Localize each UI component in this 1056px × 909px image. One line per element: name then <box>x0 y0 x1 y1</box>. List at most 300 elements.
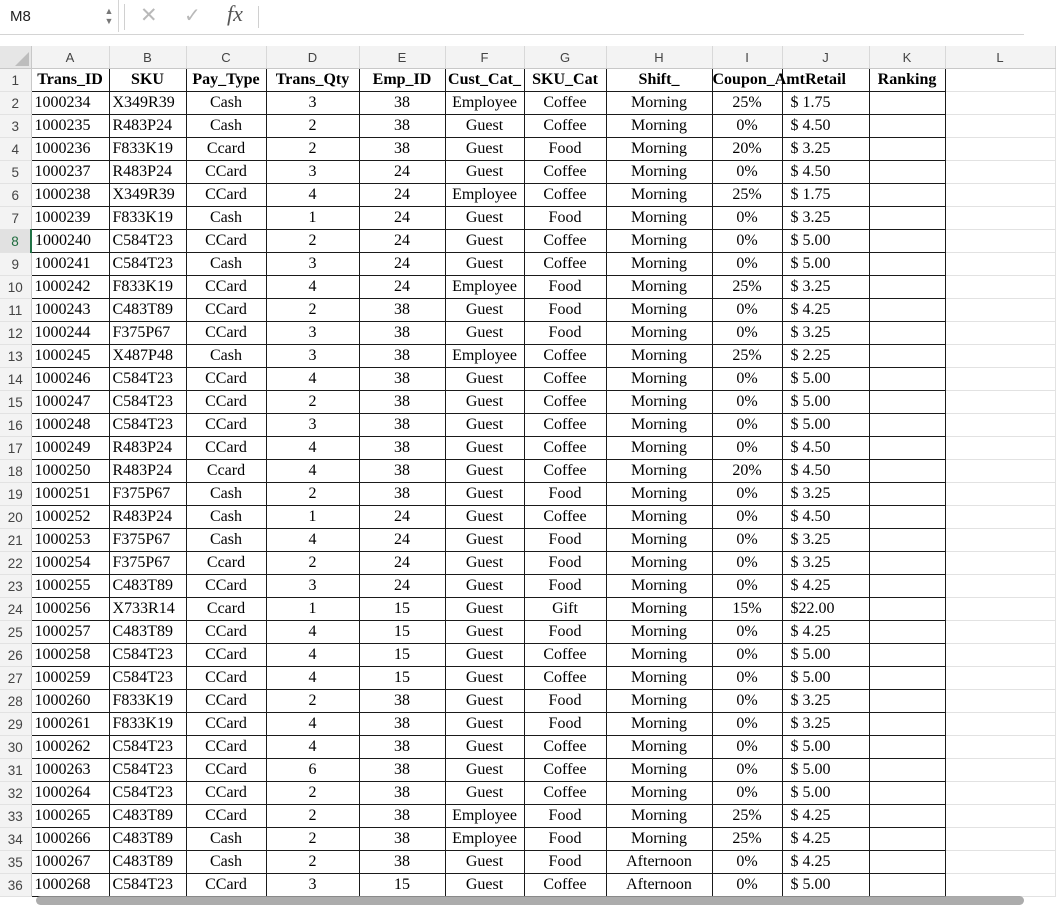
cell-k20[interactable] <box>869 506 945 529</box>
cell-d29[interactable]: 4 <box>266 713 359 736</box>
row-header[interactable]: 27 <box>0 667 31 690</box>
cell-k28[interactable] <box>869 690 945 713</box>
cell-k31[interactable] <box>869 759 945 782</box>
cell-f29[interactable]: Guest <box>445 713 524 736</box>
cell-a19[interactable]: 1000251 <box>31 483 109 506</box>
row-header[interactable]: 4 <box>0 138 31 161</box>
row-header[interactable]: 11 <box>0 299 31 322</box>
cell-j25[interactable]: $ 4.25 <box>782 621 869 644</box>
cell-f11[interactable]: Guest <box>445 299 524 322</box>
cell-d14[interactable]: 4 <box>266 368 359 391</box>
cell-k7[interactable] <box>869 207 945 230</box>
cell-l28[interactable] <box>945 690 1055 713</box>
row-header[interactable]: 26 <box>0 644 31 667</box>
cell-d16[interactable]: 3 <box>266 414 359 437</box>
cell-g26[interactable]: Coffee <box>524 644 606 667</box>
column-header-k[interactable]: K <box>869 46 945 69</box>
cell-i29[interactable]: 0% <box>712 713 782 736</box>
insert-function-icon[interactable]: fx <box>227 1 243 26</box>
cell-l6[interactable] <box>945 184 1055 207</box>
cell-j31[interactable]: $ 5.00 <box>782 759 869 782</box>
cell-k35[interactable] <box>869 851 945 874</box>
cell-d23[interactable]: 3 <box>266 575 359 598</box>
cell-d22[interactable]: 2 <box>266 552 359 575</box>
cell-d24[interactable]: 1 <box>266 598 359 621</box>
cell-h8[interactable]: Morning <box>606 230 712 253</box>
cell-k5[interactable] <box>869 161 945 184</box>
cell-j24[interactable]: $22.00 <box>782 598 869 621</box>
cell-f13[interactable]: Employee <box>445 345 524 368</box>
cell-j26[interactable]: $ 5.00 <box>782 644 869 667</box>
cell-c35[interactable]: Cash <box>186 851 266 874</box>
cell-e13[interactable]: 38 <box>359 345 445 368</box>
cell-d4[interactable]: 2 <box>266 138 359 161</box>
select-all-corner[interactable] <box>0 46 31 69</box>
cell-h26[interactable]: Morning <box>606 644 712 667</box>
cell-l33[interactable] <box>945 805 1055 828</box>
cell-f12[interactable]: Guest <box>445 322 524 345</box>
row-header[interactable]: 13 <box>0 345 31 368</box>
cell-j7[interactable]: $ 3.25 <box>782 207 869 230</box>
cell-g16[interactable]: Coffee <box>524 414 606 437</box>
cell-b14[interactable]: C584T23 <box>109 368 186 391</box>
cell-f16[interactable]: Guest <box>445 414 524 437</box>
cell-a33[interactable]: 1000265 <box>31 805 109 828</box>
cell-i13[interactable]: 25% <box>712 345 782 368</box>
cell-b4[interactable]: F833K19 <box>109 138 186 161</box>
cell-l14[interactable] <box>945 368 1055 391</box>
cell-i21[interactable]: 0% <box>712 529 782 552</box>
cell-i20[interactable]: 0% <box>712 506 782 529</box>
cell-k22[interactable] <box>869 552 945 575</box>
column-title-retail[interactable]: Retail <box>782 69 869 92</box>
cell-d8[interactable]: 2 <box>266 230 359 253</box>
cell-a13[interactable]: 1000245 <box>31 345 109 368</box>
cell-l7[interactable] <box>945 207 1055 230</box>
cell-f15[interactable]: Guest <box>445 391 524 414</box>
cell-k10[interactable] <box>869 276 945 299</box>
cell-b32[interactable]: C584T23 <box>109 782 186 805</box>
cell-g8[interactable]: Coffee <box>524 230 606 253</box>
cell-j14[interactable]: $ 5.00 <box>782 368 869 391</box>
cell-g25[interactable]: Food <box>524 621 606 644</box>
cell-d18[interactable]: 4 <box>266 460 359 483</box>
cell-d25[interactable]: 4 <box>266 621 359 644</box>
cell-h34[interactable]: Morning <box>606 828 712 851</box>
cell-b16[interactable]: C584T23 <box>109 414 186 437</box>
cell-c5[interactable]: CCard <box>186 161 266 184</box>
cell-f36[interactable]: Guest <box>445 874 524 897</box>
cell-e11[interactable]: 38 <box>359 299 445 322</box>
cell-i14[interactable]: 0% <box>712 368 782 391</box>
cell-j20[interactable]: $ 4.50 <box>782 506 869 529</box>
cell-g27[interactable]: Coffee <box>524 667 606 690</box>
cell-c29[interactable]: CCard <box>186 713 266 736</box>
cell-h4[interactable]: Morning <box>606 138 712 161</box>
cell-f35[interactable]: Guest <box>445 851 524 874</box>
cell-i33[interactable]: 25% <box>712 805 782 828</box>
cell-e30[interactable]: 38 <box>359 736 445 759</box>
cell-c31[interactable]: CCard <box>186 759 266 782</box>
cell-a12[interactable]: 1000244 <box>31 322 109 345</box>
cell-h14[interactable]: Morning <box>606 368 712 391</box>
cell-c30[interactable]: CCard <box>186 736 266 759</box>
cell-j27[interactable]: $ 5.00 <box>782 667 869 690</box>
cell-d12[interactable]: 3 <box>266 322 359 345</box>
cell-a17[interactable]: 1000249 <box>31 437 109 460</box>
cell-e4[interactable]: 38 <box>359 138 445 161</box>
row-header[interactable]: 1 <box>0 69 31 92</box>
cell-b22[interactable]: F375P67 <box>109 552 186 575</box>
row-header[interactable]: 8 <box>0 230 31 253</box>
row-header[interactable]: 24 <box>0 598 31 621</box>
cell-j16[interactable]: $ 5.00 <box>782 414 869 437</box>
cell-h15[interactable]: Morning <box>606 391 712 414</box>
cell-c8[interactable]: CCard <box>186 230 266 253</box>
cell-d32[interactable]: 2 <box>266 782 359 805</box>
cell-g17[interactable]: Coffee <box>524 437 606 460</box>
cell-a24[interactable]: 1000256 <box>31 598 109 621</box>
cell-d13[interactable]: 3 <box>266 345 359 368</box>
column-title-pay-type[interactable]: Pay_Type <box>186 69 266 92</box>
cell-j11[interactable]: $ 4.25 <box>782 299 869 322</box>
cell-e5[interactable]: 24 <box>359 161 445 184</box>
cell-i9[interactable]: 0% <box>712 253 782 276</box>
cell-e7[interactable]: 24 <box>359 207 445 230</box>
cell-b31[interactable]: C584T23 <box>109 759 186 782</box>
cell-e9[interactable]: 24 <box>359 253 445 276</box>
cell-c24[interactable]: Ccard <box>186 598 266 621</box>
cell-a36[interactable]: 1000268 <box>31 874 109 897</box>
cell-a4[interactable]: 1000236 <box>31 138 109 161</box>
cell-e33[interactable]: 38 <box>359 805 445 828</box>
cell-j8[interactable]: $ 5.00 <box>782 230 869 253</box>
cell-g3[interactable]: Coffee <box>524 115 606 138</box>
cell-j36[interactable]: $ 5.00 <box>782 874 869 897</box>
cell-l25[interactable] <box>945 621 1055 644</box>
cell-l24[interactable] <box>945 598 1055 621</box>
cell-e6[interactable]: 24 <box>359 184 445 207</box>
cell-k14[interactable] <box>869 368 945 391</box>
cell-i12[interactable]: 0% <box>712 322 782 345</box>
cell-g22[interactable]: Food <box>524 552 606 575</box>
cell-d15[interactable]: 2 <box>266 391 359 414</box>
cell-b28[interactable]: F833K19 <box>109 690 186 713</box>
cell-f5[interactable]: Guest <box>445 161 524 184</box>
cell-d28[interactable]: 2 <box>266 690 359 713</box>
cell-j3[interactable]: $ 4.50 <box>782 115 869 138</box>
row-header[interactable]: 15 <box>0 391 31 414</box>
cell-a2[interactable]: 1000234 <box>31 92 109 115</box>
cell-e34[interactable]: 38 <box>359 828 445 851</box>
cell-f2[interactable]: Employee <box>445 92 524 115</box>
cell-l4[interactable] <box>945 138 1055 161</box>
cell-i32[interactable]: 0% <box>712 782 782 805</box>
cell-f26[interactable]: Guest <box>445 644 524 667</box>
cell-j9[interactable]: $ 5.00 <box>782 253 869 276</box>
cell-k8[interactable] <box>869 230 945 253</box>
cell-l35[interactable] <box>945 851 1055 874</box>
cell-e2[interactable]: 38 <box>359 92 445 115</box>
cell-e25[interactable]: 15 <box>359 621 445 644</box>
cell-f9[interactable]: Guest <box>445 253 524 276</box>
cell-k25[interactable] <box>869 621 945 644</box>
cell-c17[interactable]: CCard <box>186 437 266 460</box>
cell-k18[interactable] <box>869 460 945 483</box>
column-title-sku[interactable]: SKU <box>109 69 186 92</box>
cell-i19[interactable]: 0% <box>712 483 782 506</box>
cell-a22[interactable]: 1000254 <box>31 552 109 575</box>
row-header[interactable]: 19 <box>0 483 31 506</box>
cell-i23[interactable]: 0% <box>712 575 782 598</box>
cell-h17[interactable]: Morning <box>606 437 712 460</box>
cell-l11[interactable] <box>945 299 1055 322</box>
cell-c28[interactable]: CCard <box>186 690 266 713</box>
cell-j6[interactable]: $ 1.75 <box>782 184 869 207</box>
cell-e22[interactable]: 24 <box>359 552 445 575</box>
name-box[interactable] <box>0 0 119 32</box>
cell-d3[interactable]: 2 <box>266 115 359 138</box>
cell-i24[interactable]: 15% <box>712 598 782 621</box>
cell-k23[interactable] <box>869 575 945 598</box>
cell-e23[interactable]: 24 <box>359 575 445 598</box>
cell-g24[interactable]: Gift <box>524 598 606 621</box>
row-header[interactable]: 16 <box>0 414 31 437</box>
row-header[interactable]: 20 <box>0 506 31 529</box>
row-header[interactable]: 18 <box>0 460 31 483</box>
cell-g9[interactable]: Coffee <box>524 253 606 276</box>
cell-i7[interactable]: 0% <box>712 207 782 230</box>
cell-f34[interactable]: Employee <box>445 828 524 851</box>
cell-b6[interactable]: X349R39 <box>109 184 186 207</box>
cell-i6[interactable]: 25% <box>712 184 782 207</box>
cell-e32[interactable]: 38 <box>359 782 445 805</box>
cell-k34[interactable] <box>869 828 945 851</box>
cell-b2[interactable]: X349R39 <box>109 92 186 115</box>
cell-i10[interactable]: 25% <box>712 276 782 299</box>
cell-l23[interactable] <box>945 575 1055 598</box>
cell-h10[interactable]: Morning <box>606 276 712 299</box>
cell-d21[interactable]: 4 <box>266 529 359 552</box>
cell-i27[interactable]: 0% <box>712 667 782 690</box>
cell-e15[interactable]: 38 <box>359 391 445 414</box>
cell-b3[interactable]: R483P24 <box>109 115 186 138</box>
cell-g18[interactable]: Coffee <box>524 460 606 483</box>
row-header[interactable]: 30 <box>0 736 31 759</box>
cell-j28[interactable]: $ 3.25 <box>782 690 869 713</box>
cell-e10[interactable]: 24 <box>359 276 445 299</box>
cell-j12[interactable]: $ 3.25 <box>782 322 869 345</box>
cell-b35[interactable]: C483T89 <box>109 851 186 874</box>
cell-a7[interactable]: 1000239 <box>31 207 109 230</box>
cell-a16[interactable]: 1000248 <box>31 414 109 437</box>
cell-a9[interactable]: 1000241 <box>31 253 109 276</box>
cell-d2[interactable]: 3 <box>266 92 359 115</box>
cell-l9[interactable] <box>945 253 1055 276</box>
row-header[interactable]: 6 <box>0 184 31 207</box>
cell-b21[interactable]: F375P67 <box>109 529 186 552</box>
cell-e19[interactable]: 38 <box>359 483 445 506</box>
cell-j4[interactable]: $ 3.25 <box>782 138 869 161</box>
cell-j18[interactable]: $ 4.50 <box>782 460 869 483</box>
cell-c22[interactable]: Ccard <box>186 552 266 575</box>
cell-f4[interactable]: Guest <box>445 138 524 161</box>
cell-f8[interactable]: Guest <box>445 230 524 253</box>
cell-i16[interactable]: 0% <box>712 414 782 437</box>
cell-j2[interactable]: $ 1.75 <box>782 92 869 115</box>
cell-g6[interactable]: Coffee <box>524 184 606 207</box>
cell-c6[interactable]: CCard <box>186 184 266 207</box>
cell-b33[interactable]: C483T89 <box>109 805 186 828</box>
cell-c2[interactable]: Cash <box>186 92 266 115</box>
row-header[interactable]: 34 <box>0 828 31 851</box>
cell-d36[interactable]: 3 <box>266 874 359 897</box>
row-header[interactable]: 12 <box>0 322 31 345</box>
cell-j15[interactable]: $ 5.00 <box>782 391 869 414</box>
row-header[interactable]: 5 <box>0 161 31 184</box>
cell-k6[interactable] <box>869 184 945 207</box>
cell-g14[interactable]: Coffee <box>524 368 606 391</box>
cell-g33[interactable]: Food <box>524 805 606 828</box>
cell-l17[interactable] <box>945 437 1055 460</box>
column-header-i[interactable]: I <box>712 46 782 69</box>
cell-c36[interactable]: CCard <box>186 874 266 897</box>
cell-a31[interactable]: 1000263 <box>31 759 109 782</box>
cell-l32[interactable] <box>945 782 1055 805</box>
cell-g5[interactable]: Coffee <box>524 161 606 184</box>
cell-b17[interactable]: R483P24 <box>109 437 186 460</box>
cell-k19[interactable] <box>869 483 945 506</box>
column-header-a[interactable]: A <box>31 46 109 69</box>
cell-i4[interactable]: 20% <box>712 138 782 161</box>
cell-b24[interactable]: X733R14 <box>109 598 186 621</box>
cell-d27[interactable]: 4 <box>266 667 359 690</box>
cell-i5[interactable]: 0% <box>712 161 782 184</box>
cell-b8[interactable]: C584T23 <box>109 230 186 253</box>
stepper-down-icon[interactable]: ▼ <box>104 16 114 26</box>
cell-g29[interactable]: Food <box>524 713 606 736</box>
cancel-icon[interactable]: ✕ <box>140 4 158 27</box>
row-header[interactable]: 33 <box>0 805 31 828</box>
cell-k13[interactable] <box>869 345 945 368</box>
cell-g30[interactable]: Coffee <box>524 736 606 759</box>
cell-j34[interactable]: $ 4.25 <box>782 828 869 851</box>
cell-c33[interactable]: CCard <box>186 805 266 828</box>
cell-k36[interactable] <box>869 874 945 897</box>
cell-g20[interactable]: Coffee <box>524 506 606 529</box>
cell-k33[interactable] <box>869 805 945 828</box>
cell-h18[interactable]: Morning <box>606 460 712 483</box>
cell-c32[interactable]: CCard <box>186 782 266 805</box>
cell-d26[interactable]: 4 <box>266 644 359 667</box>
column-header-f[interactable]: F <box>445 46 524 69</box>
stepper-up-icon[interactable]: ▲ <box>104 6 114 16</box>
cell-l22[interactable] <box>945 552 1055 575</box>
cell-i2[interactable]: 25% <box>712 92 782 115</box>
cell-f3[interactable]: Guest <box>445 115 524 138</box>
cell-c12[interactable]: CCard <box>186 322 266 345</box>
cell-i26[interactable]: 0% <box>712 644 782 667</box>
cell-a10[interactable]: 1000242 <box>31 276 109 299</box>
cell-c7[interactable]: Cash <box>186 207 266 230</box>
cell-l30[interactable] <box>945 736 1055 759</box>
cell-k26[interactable] <box>869 644 945 667</box>
cell-j22[interactable]: $ 3.25 <box>782 552 869 575</box>
cell-c19[interactable]: Cash <box>186 483 266 506</box>
cell-a29[interactable]: 1000261 <box>31 713 109 736</box>
cell-i8[interactable]: 0% <box>712 230 782 253</box>
cell-d9[interactable]: 3 <box>266 253 359 276</box>
cell-d34[interactable]: 2 <box>266 828 359 851</box>
name-box-stepper-icon[interactable] <box>104 6 114 26</box>
cell-g7[interactable]: Food <box>524 207 606 230</box>
cell-e12[interactable]: 38 <box>359 322 445 345</box>
cell-h3[interactable]: Morning <box>606 115 712 138</box>
cell-g12[interactable]: Food <box>524 322 606 345</box>
cell-a27[interactable]: 1000259 <box>31 667 109 690</box>
cell-g34[interactable]: Food <box>524 828 606 851</box>
horizontal-scrollbar[interactable] <box>36 896 1024 905</box>
cell-l2[interactable] <box>945 92 1055 115</box>
cell-k12[interactable] <box>869 322 945 345</box>
cell-b10[interactable]: F833K19 <box>109 276 186 299</box>
cell-l13[interactable] <box>945 345 1055 368</box>
cell-h2[interactable]: Morning <box>606 92 712 115</box>
cell-d35[interactable]: 2 <box>266 851 359 874</box>
cell-i34[interactable]: 25% <box>712 828 782 851</box>
cell-g36[interactable]: Coffee <box>524 874 606 897</box>
cell-b26[interactable]: C584T23 <box>109 644 186 667</box>
cell-e8[interactable]: 24 <box>359 230 445 253</box>
cell-h21[interactable]: Morning <box>606 529 712 552</box>
cell-j30[interactable]: $ 5.00 <box>782 736 869 759</box>
cell-j13[interactable]: $ 2.25 <box>782 345 869 368</box>
cell-a6[interactable]: 1000238 <box>31 184 109 207</box>
cell-l18[interactable] <box>945 460 1055 483</box>
column-title-ranking[interactable]: Ranking <box>869 69 945 92</box>
cell-b7[interactable]: F833K19 <box>109 207 186 230</box>
cell-f25[interactable]: Guest <box>445 621 524 644</box>
cell-k11[interactable] <box>869 299 945 322</box>
cell-c9[interactable]: Cash <box>186 253 266 276</box>
cell-e14[interactable]: 38 <box>359 368 445 391</box>
cell-k2[interactable] <box>869 92 945 115</box>
cell-a5[interactable]: 1000237 <box>31 161 109 184</box>
cell-g11[interactable]: Food <box>524 299 606 322</box>
cell-d19[interactable]: 2 <box>266 483 359 506</box>
cell-g2[interactable]: Coffee <box>524 92 606 115</box>
cell-h33[interactable]: Morning <box>606 805 712 828</box>
cell-l5[interactable] <box>945 161 1055 184</box>
cell-k21[interactable] <box>869 529 945 552</box>
cell-h6[interactable]: Morning <box>606 184 712 207</box>
cell-l19[interactable] <box>945 483 1055 506</box>
cell-l15[interactable] <box>945 391 1055 414</box>
row-header[interactable]: 7 <box>0 207 31 230</box>
cell-c20[interactable]: Cash <box>186 506 266 529</box>
cell-c34[interactable]: Cash <box>186 828 266 851</box>
cell-d11[interactable]: 2 <box>266 299 359 322</box>
cell-h28[interactable]: Morning <box>606 690 712 713</box>
column-title-cust-cat[interactable]: Cust_Cat_ <box>445 69 524 92</box>
cell-e36[interactable]: 15 <box>359 874 445 897</box>
cell-j5[interactable]: $ 4.50 <box>782 161 869 184</box>
cell-a28[interactable]: 1000260 <box>31 690 109 713</box>
cell-h24[interactable]: Morning <box>606 598 712 621</box>
cell-f32[interactable]: Guest <box>445 782 524 805</box>
cell-c27[interactable]: CCard <box>186 667 266 690</box>
cell-b27[interactable]: C584T23 <box>109 667 186 690</box>
